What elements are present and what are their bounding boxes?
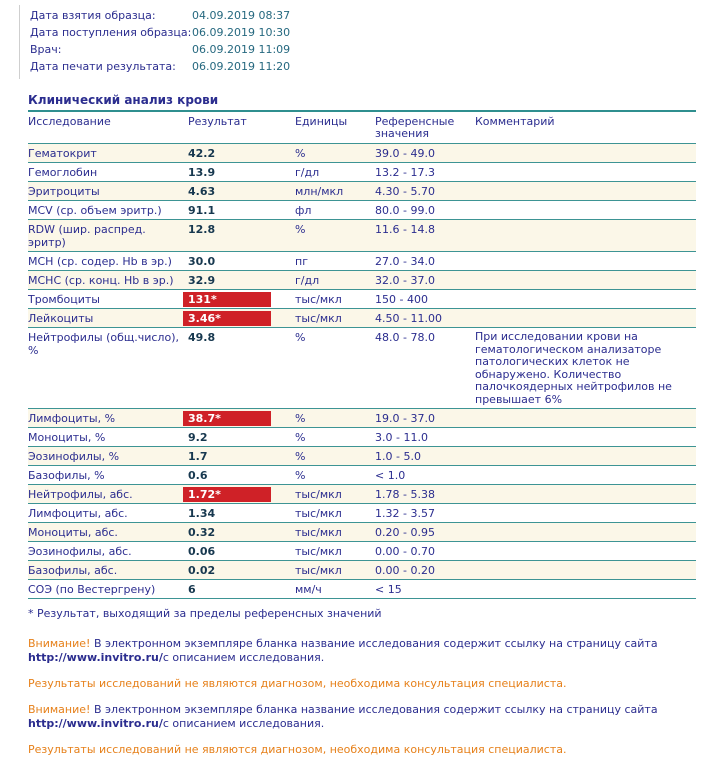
study-name-cell: Нейтрофилы (общ.число), %	[28, 328, 188, 409]
warning-note	[28, 703, 696, 731]
comment-cell	[475, 580, 696, 599]
units-cell: тыс/мкл	[295, 309, 375, 328]
invitro-link[interactable]: http://www.invitro.ru/	[28, 651, 163, 664]
study-name-cell: Эозинофилы, %	[28, 447, 188, 466]
reference-range-cell: 32.0 - 37.0	[375, 271, 475, 290]
result-cell	[188, 466, 295, 485]
sample-metadata-block	[19, 5, 696, 79]
comment-cell	[475, 542, 696, 561]
comment-cell	[475, 409, 696, 428]
warning-prefix: Внимание!	[28, 637, 91, 650]
units-cell: тыс/мкл	[295, 504, 375, 523]
result-cell	[188, 309, 295, 328]
reference-range-cell: 1.0 - 5.0	[375, 447, 475, 466]
study-name-cell: Базофилы, %	[28, 466, 188, 485]
reference-range-cell: 19.0 - 37.0	[375, 409, 475, 428]
units-cell: %	[295, 409, 375, 428]
warning-note	[28, 637, 696, 665]
comment-cell	[475, 523, 696, 542]
warning-text: В электронном экземпляре бланка название исследования содержит ссылку на страницу сайта	[93, 703, 658, 716]
comment-cell	[475, 290, 696, 309]
result-value: 49.8	[188, 331, 216, 344]
meta-row-sample-received	[30, 24, 696, 41]
column-header-study: Исследование	[28, 112, 188, 144]
table-row	[28, 290, 696, 309]
reference-range-cell: 27.0 - 34.0	[375, 252, 475, 271]
table-row	[28, 542, 696, 561]
column-header-units: Единицы	[295, 112, 375, 144]
table-row	[28, 328, 696, 409]
result-value: 0.32	[188, 526, 216, 539]
units-cell: тыс/мкл	[295, 290, 375, 309]
result-value: 0.02	[188, 564, 216, 577]
comment-cell	[475, 144, 696, 163]
result-cell	[188, 409, 295, 428]
result-value: 91.1	[188, 204, 216, 217]
result-value: 0.6	[188, 469, 208, 482]
result-value: 1.7	[188, 450, 208, 463]
reference-range-cell: 80.0 - 99.0	[375, 201, 475, 220]
result-cell	[188, 271, 295, 290]
warning-text: В электронном экземпляре бланка название исследования содержит ссылку на страницу сайта	[93, 637, 658, 650]
result-value: 32.9	[188, 274, 216, 287]
comment-cell	[475, 447, 696, 466]
study-name-cell: Эритроциты	[28, 182, 188, 201]
table-row	[28, 271, 696, 290]
result-value: 9.2	[188, 431, 208, 444]
study-name-cell: Лейкоциты	[28, 309, 188, 328]
units-cell: тыс/мкл	[295, 523, 375, 542]
result-value: 38.7*	[183, 411, 271, 426]
result-cell	[188, 290, 295, 309]
study-name-cell: СОЭ (по Вестергрену)	[28, 580, 188, 599]
comment-cell	[475, 466, 696, 485]
study-name-cell: MCV (ср. объем эритр.)	[28, 201, 188, 220]
units-cell: фл	[295, 201, 375, 220]
result-cell	[188, 163, 295, 182]
meta-row-sample-taken	[30, 7, 696, 24]
result-value: 4.63	[188, 185, 216, 198]
units-cell: мм/ч	[295, 580, 375, 599]
reference-range-cell: 4.50 - 11.00	[375, 309, 475, 328]
warning-suffix: с описанием исследования.	[162, 651, 325, 664]
table-row	[28, 182, 696, 201]
result-cell	[188, 523, 295, 542]
table-row	[28, 409, 696, 428]
units-cell: г/дл	[295, 163, 375, 182]
result-cell	[188, 561, 295, 580]
comment-cell	[475, 201, 696, 220]
result-value: 1.34	[188, 507, 216, 520]
results-table-body	[28, 144, 696, 599]
table-row	[28, 485, 696, 504]
meta-row-doctor	[30, 41, 696, 58]
result-value: 131*	[183, 292, 271, 307]
comment-cell	[475, 163, 696, 182]
units-cell: %	[295, 144, 375, 163]
comment-cell	[475, 182, 696, 201]
result-value: 30.0	[188, 255, 216, 268]
units-cell: тыс/мкл	[295, 542, 375, 561]
comment-cell	[475, 561, 696, 580]
units-cell: %	[295, 428, 375, 447]
meta-label: Врач:	[30, 43, 62, 56]
comment-cell	[475, 485, 696, 504]
reference-range-cell: < 1.0	[375, 466, 475, 485]
result-cell	[188, 328, 295, 409]
reference-range-cell: 3.0 - 11.0	[375, 428, 475, 447]
table-row	[28, 580, 696, 599]
table-row	[28, 523, 696, 542]
study-name-cell: Базофилы, абс.	[28, 561, 188, 580]
reference-range-cell: 4.30 - 5.70	[375, 182, 475, 201]
out-of-range-footnote: * Результат, выходящий за пределы референсных значений	[28, 607, 382, 620]
meta-row-print-date	[30, 58, 696, 75]
study-name-cell: Нейтрофилы, абс.	[28, 485, 188, 504]
results-table	[28, 112, 696, 599]
warning-prefix: Внимание!	[28, 703, 91, 716]
table-row	[28, 144, 696, 163]
units-cell: тыс/мкл	[295, 485, 375, 504]
study-name-cell: Моноциты, абс.	[28, 523, 188, 542]
comment-cell: При исследовании крови на гематологическом анализаторе патологических клеток не обнаружено. Количество палочкоядерных нейтрофилов не превышает 6%	[475, 328, 696, 409]
study-name-cell: Тромбоциты	[28, 290, 188, 309]
meta-value: 04.09.2019 08:37	[192, 9, 291, 22]
study-name-cell: Лимфоциты, абс.	[28, 504, 188, 523]
meta-value: 06.09.2019 11:20	[192, 60, 291, 73]
reference-range-cell: 0.00 - 0.20	[375, 561, 475, 580]
result-value: 0.06	[188, 545, 216, 558]
units-cell: млн/мкл	[295, 182, 375, 201]
reference-range-cell: 0.20 - 0.95	[375, 523, 475, 542]
section-title: Клинический анализ крови	[28, 89, 696, 112]
meta-value: 06.09.2019 10:30	[192, 26, 291, 39]
result-cell	[188, 447, 295, 466]
result-cell	[188, 428, 295, 447]
units-cell: тыс/мкл	[295, 561, 375, 580]
result-value: 42.2	[188, 147, 216, 160]
result-value: 6	[188, 583, 196, 596]
result-value: 12.8	[188, 223, 216, 236]
units-cell: %	[295, 328, 375, 409]
result-value: 13.9	[188, 166, 216, 179]
column-header-reference: Референсные значения	[375, 112, 475, 144]
units-cell: %	[295, 466, 375, 485]
reference-range-cell: 48.0 - 78.0	[375, 328, 475, 409]
comment-cell	[475, 220, 696, 252]
result-value: 3.46*	[183, 311, 271, 326]
reference-range-cell: 39.0 - 49.0	[375, 144, 475, 163]
reference-range-cell: 0.00 - 0.70	[375, 542, 475, 561]
result-cell	[188, 182, 295, 201]
reference-range-cell: 1.78 - 5.38	[375, 485, 475, 504]
table-row	[28, 428, 696, 447]
table-row	[28, 220, 696, 252]
table-row	[28, 201, 696, 220]
table-row	[28, 252, 696, 271]
comment-cell	[475, 504, 696, 523]
result-cell	[188, 580, 295, 599]
warning-suffix: с описанием исследования.	[162, 717, 325, 730]
units-cell: %	[295, 220, 375, 252]
result-cell	[188, 504, 295, 523]
study-name-cell: Эозинофилы, абс.	[28, 542, 188, 561]
comment-cell	[475, 252, 696, 271]
table-header-row	[28, 112, 696, 144]
result-cell	[188, 252, 295, 271]
study-name-cell: RDW (шир. распред. эритр)	[28, 220, 188, 252]
reference-range-cell: 1.32 - 3.57	[375, 504, 475, 523]
result-value: 1.72*	[183, 487, 271, 502]
reference-range-cell: 11.6 - 14.8	[375, 220, 475, 252]
units-cell: пг	[295, 252, 375, 271]
table-row	[28, 309, 696, 328]
disclaimer-note: Результаты исследований не являются диагнозом, необходима консультация специалиста.	[28, 677, 567, 690]
table-row	[28, 163, 696, 182]
result-cell	[188, 201, 295, 220]
table-row	[28, 466, 696, 485]
study-name-cell: MCH (ср. содер. Hb в эр.)	[28, 252, 188, 271]
study-name-cell: Гематокрит	[28, 144, 188, 163]
reference-range-cell: < 15	[375, 580, 475, 599]
table-row	[28, 561, 696, 580]
meta-value: 06.09.2019 11:09	[192, 43, 291, 56]
table-row	[28, 447, 696, 466]
result-cell	[188, 542, 295, 561]
result-cell	[188, 485, 295, 504]
column-header-comment: Комментарий	[475, 112, 696, 144]
study-name-cell: Моноциты, %	[28, 428, 188, 447]
column-header-result: Результат	[188, 112, 295, 144]
reference-range-cell: 150 - 400	[375, 290, 475, 309]
result-cell	[188, 144, 295, 163]
meta-label: Дата взятия образца:	[30, 9, 156, 22]
meta-label: Дата печати результата:	[30, 60, 176, 73]
study-name-cell: Гемоглобин	[28, 163, 188, 182]
table-row	[28, 504, 696, 523]
disclaimer-note: Результаты исследований не являются диагнозом, необходима консультация специалиста.	[28, 743, 567, 756]
study-name-cell: Лимфоциты, %	[28, 409, 188, 428]
study-name-cell: MCHC (ср. конц. Hb в эр.)	[28, 271, 188, 290]
meta-label: Дата поступления образца:	[30, 26, 192, 39]
result-cell	[188, 220, 295, 252]
comment-cell	[475, 271, 696, 290]
reference-range-cell: 13.2 - 17.3	[375, 163, 475, 182]
invitro-link[interactable]: http://www.invitro.ru/	[28, 717, 163, 730]
comment-cell	[475, 309, 696, 328]
units-cell: %	[295, 447, 375, 466]
comment-cell	[475, 428, 696, 447]
units-cell: г/дл	[295, 271, 375, 290]
